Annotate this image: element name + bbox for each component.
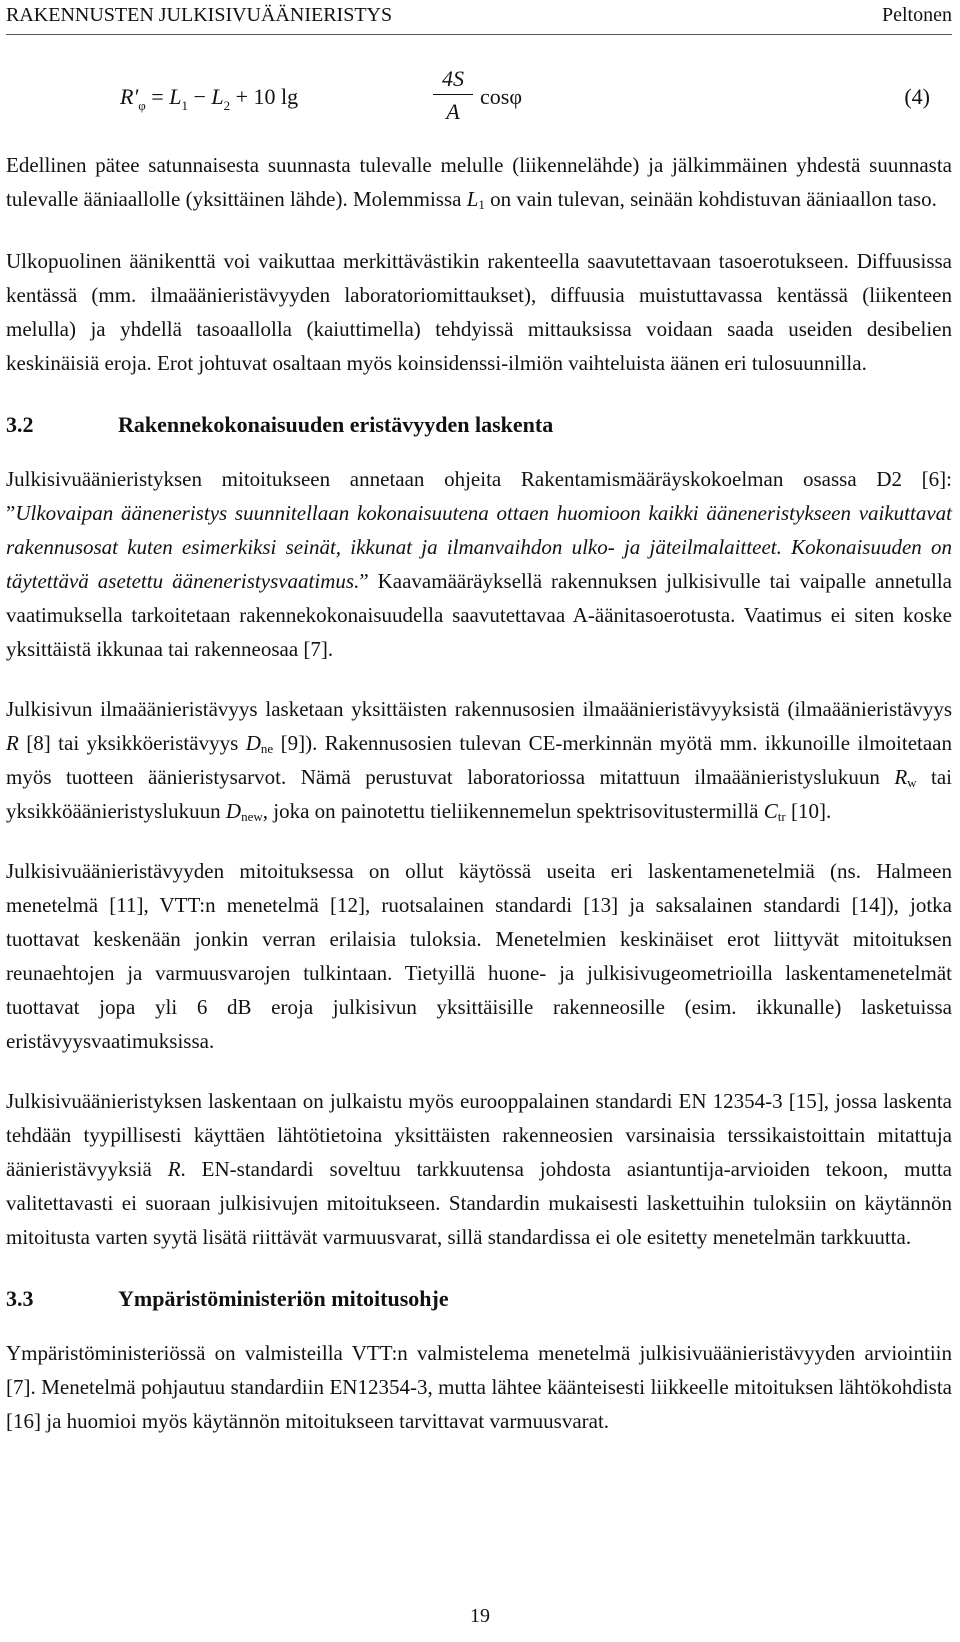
equation-left-side bbox=[120, 84, 299, 113]
plus-lg-term: + 10 lg bbox=[230, 84, 299, 109]
symbol-r-prime: R′ bbox=[120, 84, 139, 109]
symbol-ctr: C bbox=[763, 799, 778, 823]
subscript: new bbox=[241, 809, 263, 824]
symbol-r: R bbox=[167, 1157, 181, 1181]
paragraph bbox=[6, 462, 952, 666]
subscript: w bbox=[907, 775, 917, 790]
equals-sign: = bbox=[145, 84, 170, 109]
cos-term: cosφ bbox=[480, 84, 523, 109]
text-run: Julkisivuäänieristyksen mitoitukseen annetaan ohjeita Rakentamismääräyskokoelman osassa D2 [6]: ” bbox=[6, 467, 952, 525]
text-run: [10]. bbox=[785, 799, 832, 823]
paragraph bbox=[6, 692, 952, 828]
section-heading-3-3 bbox=[6, 1282, 952, 1316]
text-run: Edellinen pätee satunnaisesta suunnasta tulevalle melulle (liikennelähde) ja jälkimmäinen yhdestä suunnasta tulevalle ääniaallolle (yksittäinen lähde). Molemmissa bbox=[6, 153, 952, 211]
page-number: 19 bbox=[470, 1605, 490, 1627]
subscript-2: 2 bbox=[223, 98, 231, 113]
fraction-denominator: A bbox=[446, 99, 460, 124]
text-run: Julkisivun ilmaäänieristävyys lasketaan yksittäisten rakennusosien ilmaäänieristävyyksistä (ilmaäänieristävyys bbox=[6, 697, 952, 721]
symbol-d: D bbox=[245, 731, 261, 755]
document-body bbox=[6, 148, 952, 1466]
paragraph: Julkisivuäänieristävyyden mitoituksessa on ollut käytössä useita eri laskentamenetelmiä (ns. Halmeen menetelmä [11], VTT:n menetelmä [12], ruotsalainen standardi [13] ja saksalainen standardi [14]), jotka tuottavat keskenään jonkin verran erilaisia tuloksia. Menetelmien keskinäiset erot liittyvät mitoituksen reunaehtojen ja varmuusvarojen tulkintaan. Tietyillä huone- ja julkisivugeometrioilla laskentamenetelmät tuottavat jopa yli 6 dB eroja julkisivun yksittäisille rakenneosille (esim. ikkunalle) lasketuissa eristävyysvaatimuksissa. bbox=[6, 859, 952, 1053]
text-run: tai yksikköäänieristyslukuun bbox=[6, 765, 952, 823]
section-title: Rakennekokonaisuuden eristävyyden laskenta bbox=[118, 412, 554, 437]
section-number: 3.2 bbox=[6, 412, 34, 437]
symbol-l: L bbox=[466, 187, 479, 211]
section-title: Ympäristöministeriön mitoitusohje bbox=[118, 1286, 449, 1311]
fraction-numerator: 4S bbox=[433, 66, 473, 95]
text-run: ” Kaavamääräyksellä rakennuksen julkisivulle tai vaipalle annetulla vaatimuksella tarkoitetaan rakennekokonaisuudella saavutettavaa A-äänitasoerotusta. Vaatimus ei siten koske yksittäistä ikkunaa tai rakenneosaa [7]. bbox=[6, 569, 952, 661]
subscript-1: 1 bbox=[181, 98, 188, 113]
subscript: tr bbox=[777, 809, 786, 824]
section-heading-3-2 bbox=[6, 408, 952, 442]
text-run: [9]). Rakennusosien tulevan CE-merkinnän myötä mm. ikkunoille ilmoitetaan myös tuotteen äänieristysarvot. Nämä perustuvat laboratoriossa mitattuun ilmaäänieristyslukuun bbox=[6, 731, 952, 789]
paragraph: Ympäristöministeriössä on valmisteilla VTT:n valmistelema menetelmä julkisivuäänieristävyyden arviointiin [7]. Menetelmä pohjautuu standardiin EN12354-3, mutta lähtee käänteisesti liikkeelle mitoituksen lähtökohdista [16] ja huomioi myös käytännön mitoitukseen tarvittavat varmuusvarat. bbox=[6, 1341, 952, 1433]
quoted-regulation: Ulkovaipan ääneneristys suunnitellaan kokonaisuutena ottaen huomioon kaikki ääneneristykseen vaikuttavat rakennusosat kuten esimerkiksi seinät, ikkunat ja ilmanvaihdon ulko- ja jäteilmalaitteet. Kokonaisuuden on täytettävä asetettu ääneneristysvaatimus. bbox=[6, 501, 952, 593]
symbol-l1: L bbox=[169, 84, 182, 109]
paragraph bbox=[6, 148, 952, 216]
running-header bbox=[6, 4, 952, 35]
symbol-r: R bbox=[6, 731, 19, 755]
header-author: Peltonen bbox=[882, 4, 952, 26]
header-title: RAKENNUSTEN JULKISIVUÄÄNIERISTYS bbox=[6, 4, 393, 26]
text-run: , joka on painotettu tieliikennemelun spektrisovitustermillä bbox=[262, 799, 764, 823]
paragraph: Ulkopuolinen äänikenttä voi vaikuttaa merkittävästikin rakenteella saavutettavaan tasoerotukseen. Diffuusissa kentässä (mm. ilmaäänieristävyyden laboratoriomittaukset), diffuusia muistuttavassa kentässä (liikenteen melulla) ja yhdellä tasoaallolla (kaiuttimella) tehdyissä mittauksissa voidaan saada useiden desibelien keskinäisiä eroja. Erot johtuvat osaltaan myös koinsidenssi-ilmiön vaihteluista äänen eri tulosuunnilla. bbox=[6, 249, 952, 375]
text-run: Julkisivuäänieristyksen laskentaan on julkaistu myös eurooppalainen standardi EN 12354-3 [15], jossa laskenta tehdään tyypillisesti käyttäen lähtötietoina yksittäisten rakenneosien varsinaisia terssikaistoittain mitattuja äänieristävyyksiä bbox=[6, 1089, 952, 1181]
symbol-rw: R bbox=[894, 765, 908, 789]
section-number: 3.3 bbox=[6, 1286, 34, 1311]
symbol-l2: L bbox=[211, 84, 224, 109]
subscript-phi: φ bbox=[138, 98, 146, 113]
text-run: [8] tai yksikköeristävyys bbox=[18, 731, 246, 755]
paragraph bbox=[6, 1084, 952, 1254]
minus-sign: − bbox=[187, 84, 212, 109]
text-run: . EN-standardi soveltuu tarkkuutensa johdosta asiantuntija-arvioiden tekoon, mutta valitettavasti ei suoraan julkisivujen mitoitukseen. Standardin mukaisesti laskettuihin tuloksiin on käytännön mitoitusta varten syytä lisätä riittävät varmuusvarat, sillä standardissa ei ole esitetty menetelmän tarkkuutta. bbox=[6, 1157, 952, 1249]
equation-4 bbox=[120, 62, 930, 132]
symbol-dnew: D bbox=[225, 799, 242, 823]
subscript: ne bbox=[260, 741, 274, 756]
subscript: 1 bbox=[478, 197, 485, 212]
equation-number: (4) bbox=[904, 84, 930, 109]
fraction bbox=[433, 66, 473, 125]
text-run: on vain tulevan, seinään kohdistuvan ääniaallon taso. bbox=[484, 187, 937, 211]
